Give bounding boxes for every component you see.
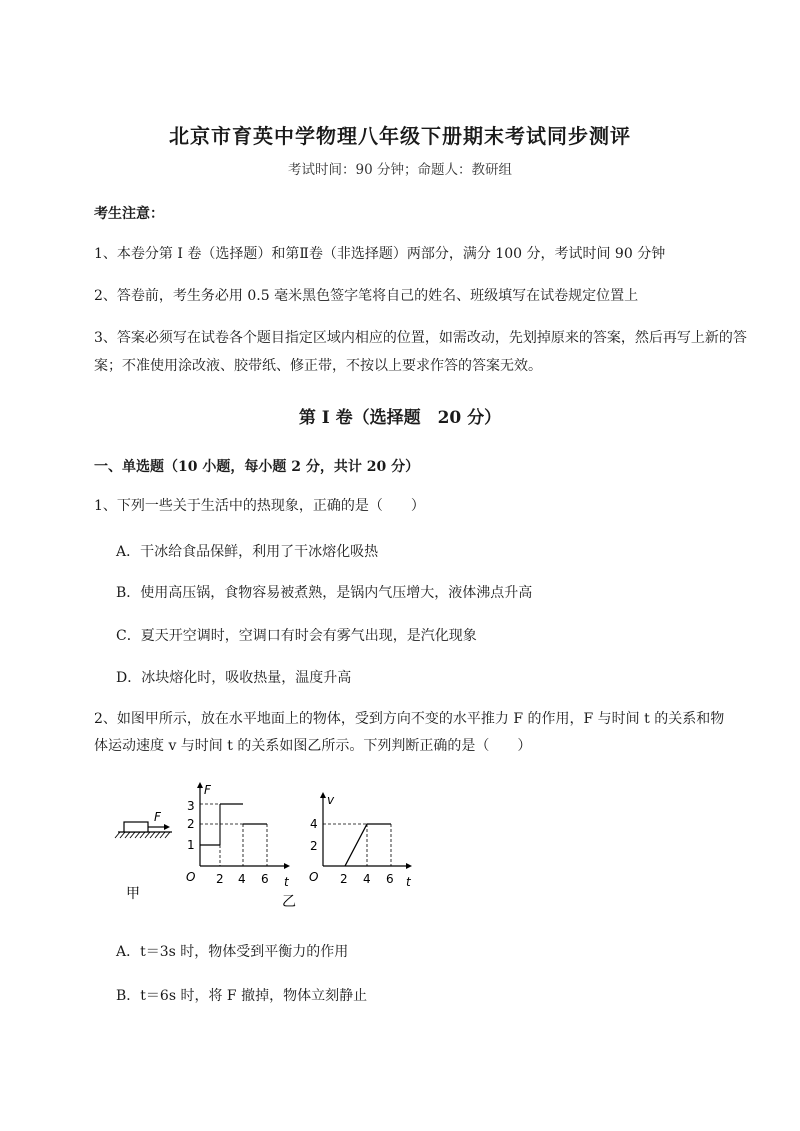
f-y-tick-1: 1	[187, 838, 195, 852]
f-x-tick-2: 2	[216, 872, 224, 886]
question-2-option-a: A．t＝3s 时，物体受到平衡力的作用	[116, 944, 349, 960]
f-axis-label: F	[204, 783, 211, 797]
question-1-option-d: D．冰块熔化时，吸收热量，温度升高	[116, 670, 352, 686]
v-series-line	[345, 824, 391, 866]
f-x-tick-4: 4	[238, 872, 246, 886]
notice-item-3: 3、答案必须写在试卷各个题目指定区域内相应的位置，如需改动，先划掉原来的答案，然后再写上新的答案；不准使用涂改液、胶带纸、修正带，不按以上要求作答的答案无效。	[94, 330, 747, 374]
block-object	[124, 822, 148, 832]
v-x-tick-6: 6	[386, 872, 394, 886]
v-axis-label: v	[327, 793, 335, 807]
v-x-axis-label: t	[406, 875, 411, 889]
figure-jia	[115, 810, 172, 902]
v-guide-lines	[323, 824, 391, 866]
v-y-tick-2: 2	[310, 839, 318, 853]
v-origin: O	[309, 870, 319, 884]
v-x-tick-2: 2	[340, 872, 348, 886]
question-2-stem-line-1: 2、如图甲所示，放在水平地面上的物体，受到方向不变的水平推力 F 的作用，F 与时间 t 的关系和物	[94, 711, 725, 727]
question-1-option-b: B．使用高压锅，食物容易被煮熟，是锅内气压增大，液体沸点升高	[116, 585, 533, 601]
question-2-option-b: B．t＝6s 时，将 F 撤掉，物体立刻静止	[116, 988, 368, 1004]
figure-label-jia: 甲	[126, 886, 140, 902]
f-origin: O	[186, 870, 196, 884]
question-2-figure	[110, 780, 430, 915]
f-series-line	[200, 804, 267, 845]
exam-subtitle: 考试时间：90 分钟；命题人：教研组	[288, 162, 512, 178]
figure-label-yi: 乙	[282, 894, 296, 910]
graph-velocity-time	[309, 792, 412, 889]
force-label: F	[154, 810, 161, 824]
question-2-stem-line-2: 体运动速度 v 与时间 t 的关系如图乙所示。下列判断正确的是（ ）	[94, 738, 532, 754]
f-y-tick-2: 2	[187, 817, 195, 831]
notice-heading: 考生注意：	[94, 206, 164, 222]
question-type-heading: 一、单选题（10 小题，每小题 2 分，共计 20 分）	[94, 459, 420, 475]
question-1-option-a: A．干冰给食品保鲜，利用了干冰熔化吸热	[116, 544, 379, 560]
f-x-tick-6: 6	[261, 872, 269, 886]
notice-item-2: 2、答卷前，考生务必用 0.5 毫米黑色签字笔将自己的姓名、班级填写在试卷规定位置上	[94, 288, 639, 304]
question-1-option-c: C．夏天开空调时，空调口有时会有雾气出现，是汽化现象	[116, 628, 477, 644]
section-title: 第 I 卷（选择题 20 分）	[298, 408, 502, 428]
f-x-axis-label: t	[284, 875, 289, 889]
f-y-tick-3: 3	[187, 799, 195, 813]
notice-item-1: 1、本卷分第 I 卷（选择题）和第Ⅱ卷（非选择题）两部分，满分 100 分，考试时间 90 分钟	[94, 246, 666, 262]
question-1-stem: 1、下列一些关于生活中的热现象，正确的是（ ）	[94, 498, 425, 514]
v-y-tick-4: 4	[310, 817, 318, 831]
graph-force-time	[186, 782, 296, 910]
exam-title: 北京市育英中学物理八年级下册期末考试同步测评	[169, 124, 631, 148]
f-guide-lines	[200, 804, 267, 866]
v-x-tick-4: 4	[363, 872, 371, 886]
